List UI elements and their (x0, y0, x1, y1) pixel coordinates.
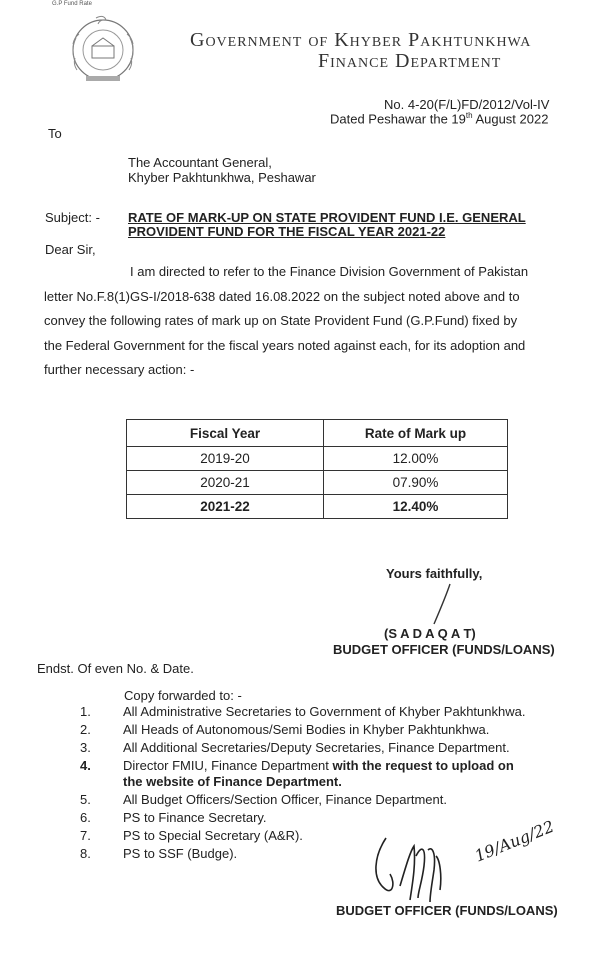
date-superscript: th (465, 111, 473, 120)
salutation: Dear Sir, (45, 242, 96, 257)
list-text: All Additional Secretaries/Deputy Secretaries, Finance Department. (123, 740, 510, 755)
endorsement-label: Endst. Of even No. & Date. (37, 661, 194, 676)
date-suffix: August 2022 (472, 111, 549, 127)
table-row (127, 495, 508, 519)
copy-forwarded-label: Copy forwarded to: - (124, 688, 242, 703)
rate-cell: 12.00% (324, 447, 508, 471)
table-row (127, 471, 508, 495)
reference-date (330, 111, 548, 126)
list-number: 2. (80, 722, 91, 737)
body-line-2: letter No.F.8(1)GS-I/2018-638 dated 16.08.2022 on the subject noted above and to (44, 288, 520, 304)
list-text: All Budget Officers/Section Officer, Finance Department. (123, 792, 447, 807)
to-label: To (48, 126, 62, 141)
list-number: 8. (80, 846, 91, 861)
list-number: 7. (80, 828, 91, 843)
signatory-name: (S A D A Q A T) (384, 626, 476, 641)
list-text: PS to Special Secretary (A&R). (123, 828, 303, 843)
endorsing-officer-designation: BUDGET OFFICER (FUNDS/LOANS) (336, 903, 558, 918)
signatory-designation: BUDGET OFFICER (FUNDS/LOANS) (333, 642, 555, 657)
header-fiscal-year: Fiscal Year (127, 420, 324, 447)
fiscal-year-cell: 2019-20 (127, 447, 324, 471)
body-paragraph (44, 260, 564, 383)
department-title: Finance Department (318, 50, 502, 72)
handwritten-signature-icon (366, 826, 476, 910)
addressee-line-2: Khyber Pakhtunkhwa, Peshawar (128, 170, 316, 185)
list-text-bold: with the request to upload on (332, 758, 514, 773)
addressee-line-1: The Accountant General, (128, 155, 272, 170)
reference-number: No. 4-20(F/L)FD/2012/Vol-IV (384, 97, 550, 112)
body-line-3: convey the following rates of mark up on State Provident Fund (G.P.Fund) fixed by (44, 313, 518, 329)
list-number: 4. (80, 758, 91, 773)
list-text: PS to SSF (Budge). (123, 846, 238, 861)
body-line-1: I am directed to refer to the Finance Division Government of Pakistan (130, 264, 529, 279)
seal-caption: G.P Fund Rate (52, 1, 92, 7)
list-text: All Administrative Secretaries to Government of Khyber Pakhtunkhwa. (123, 704, 526, 719)
rate-cell: 07.90% (324, 471, 508, 495)
markup-rates-table (126, 419, 508, 519)
subject-line-1: RATE OF MARK-UP ON STATE PROVIDENT FUND I.E. GENERAL (128, 210, 526, 225)
list-text (123, 758, 514, 773)
handwritten-date: 19/Aug/22 (472, 816, 557, 866)
signature-mark-icon (428, 582, 458, 628)
list-number: 6. (80, 810, 91, 825)
closing-yours-faithfully: Yours faithfully, (386, 566, 483, 581)
subject-label: Subject: - (45, 210, 100, 225)
fiscal-year-cell: 2020-21 (127, 471, 324, 495)
table-header-row (127, 420, 508, 447)
list-number: 5. (80, 792, 91, 807)
fiscal-year-cell: 2021-22 (127, 495, 324, 519)
body-line-4: the Federal Government for the fiscal years noted against each, for its adoption and (44, 337, 526, 353)
list-number: 1. (80, 704, 91, 719)
list-text-plain: Director FMIU, Finance Department (123, 758, 333, 773)
subject-line-2: PROVIDENT FUND FOR THE FISCAL YEAR 2021-22 (128, 224, 446, 239)
list-text: All Heads of Autonomous/Semi Bodies in Khyber Pakhtunkhwa. (123, 722, 490, 737)
header-rate: Rate of Mark up (324, 420, 508, 447)
list-text: PS to Finance Secretary. (123, 810, 267, 825)
list-number: 3. (80, 740, 91, 755)
body-line-5: further necessary action: - (44, 362, 195, 378)
table-row (127, 447, 508, 471)
government-title: Government of Khyber Pakhtunkhwa (190, 29, 532, 51)
rate-cell: 12.40% (324, 495, 508, 519)
date-prefix: Dated Peshawar the 19 (330, 111, 466, 127)
list-text-bold: the website of Finance Department. (123, 774, 342, 789)
government-seal-icon (64, 10, 142, 88)
